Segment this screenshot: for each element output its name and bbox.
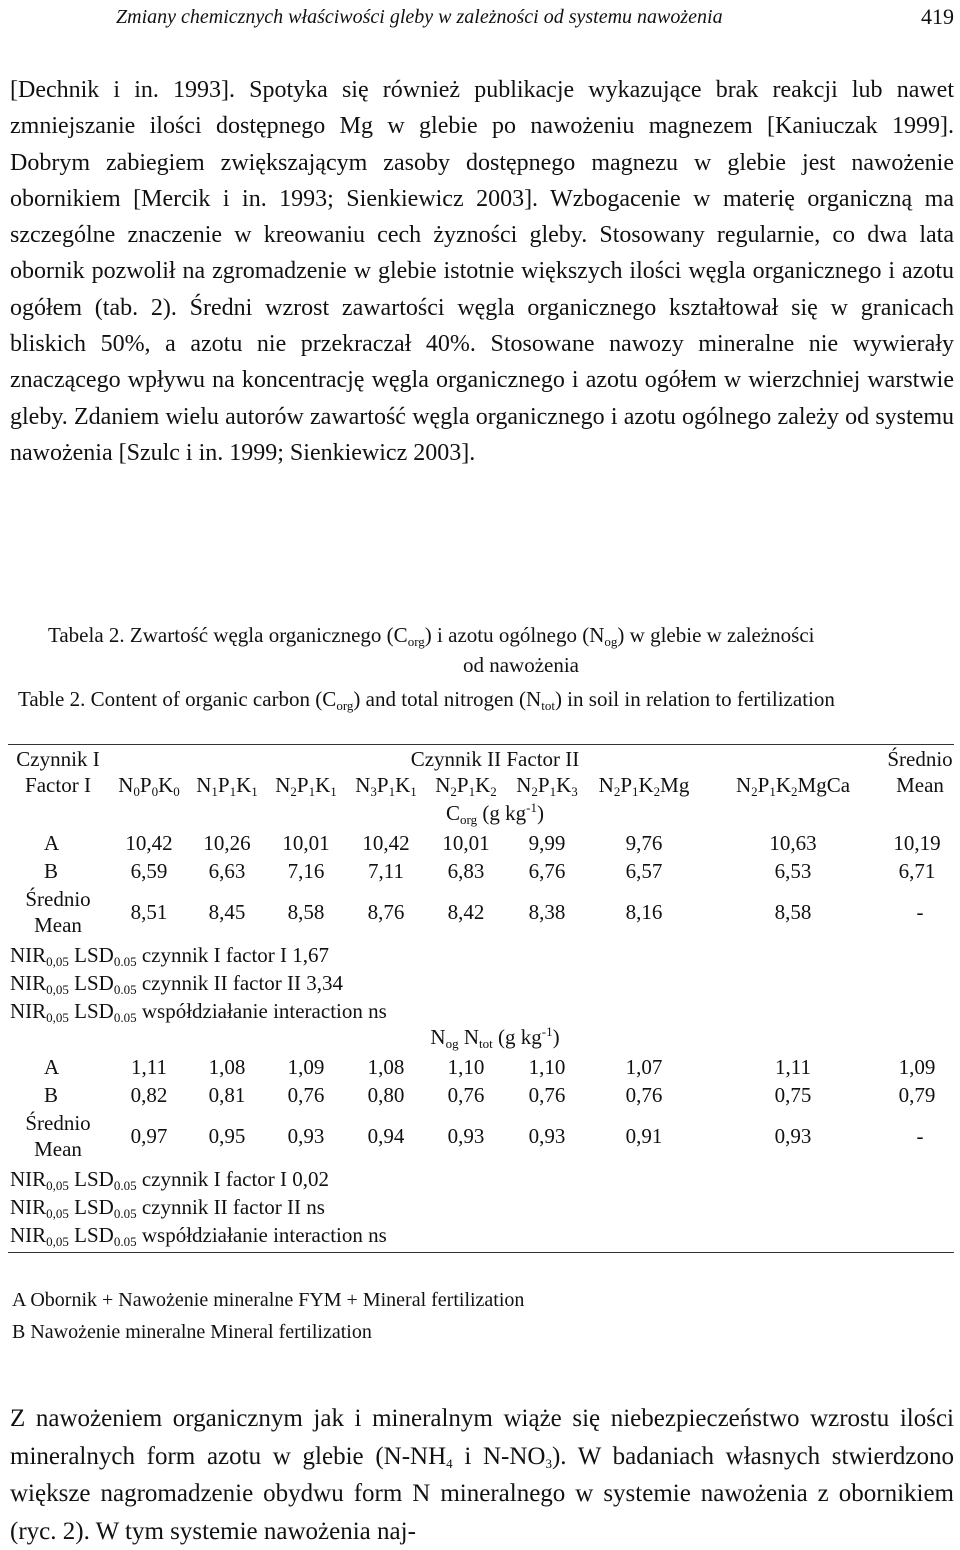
mean-row-cell: - [916,900,924,924]
mean-row-cell: 8,58 [287,900,325,924]
table-cell: 6,63 [208,859,246,883]
table-cell: 1,08 [367,1055,405,1079]
mean-row-cell: 0,95 [208,1124,246,1148]
mean-row-cell: 0,97 [130,1124,168,1148]
table-cell: 1,09 [287,1055,325,1079]
factor-1-header: Factor I [25,773,91,797]
mean-row-cell: 8,76 [367,900,405,924]
mean-row-label: Średnio [25,887,91,911]
factor-label: B [44,1083,59,1107]
table-cell: 0,81 [208,1083,246,1107]
table-rule [8,1252,954,1253]
treatment-column-header: $N_3P_1K_1$ [355,773,417,799]
mean-row-cell: 0,93 [528,1124,566,1148]
table-cell: 6,53 [774,859,812,883]
table-cell-mean: 1,09 [898,1055,936,1079]
table-cell: 1,07 [625,1055,663,1079]
table-cell: 10,63 [769,831,817,855]
table-caption-pl [10,620,954,680]
mean-row-cell: 8,58 [774,900,812,924]
table-cell: 6,57 [625,859,663,883]
table-cell: 1,10 [447,1055,485,1079]
mean-row-cell: 8,51 [130,900,168,924]
table-footnote: A Obornik + Nawożenie mineralne FYM + Mineral fertilization [12,1289,525,1311]
table-footnote: B Nawożenie mineralne Mineral fertilization [12,1321,372,1343]
treatment-column-header: $N_0P_0K_0$ [118,773,180,799]
unit-label: $N_{og}$ $N_{tot}$ (g $kg^{-1}$) [430,1024,560,1051]
running-head-title: Zmiany chemicznych właściwości gleby w zależności od systemu nawożenia [116,6,723,28]
mean-row-cell: 0,94 [367,1124,405,1148]
running-head [116,2,954,32]
mean-row-label: Mean [34,913,82,937]
table-rule [8,744,954,745]
mean-header: Średnio [887,747,953,771]
table-cell: 7,16 [287,859,325,883]
page-number: 419 [921,4,954,29]
mean-row-cell: 0,93 [774,1124,812,1148]
unit-label: $C_{org}$ (g $kg^{-1}$) [446,800,544,827]
lsd-line: $NIR_{0,05}$ $LSD_{0.05}$ czynnik II factor II 3,34 [10,971,344,997]
mean-row-cell: 8,42 [447,900,485,924]
caption-line-2: od nawożenia [462,653,580,677]
table-cell-mean: 10,19 [893,831,941,855]
treatment-column-header: $N_2P_1K_3$ [516,773,578,799]
factor-label: A [44,1055,60,1079]
lsd-line: $NIR_{0,05}$ $LSD_{0.05}$ współdziałanie interaction ns [10,999,387,1025]
table-cell: 6,83 [447,859,485,883]
treatment-column-header: $N_1P_1K_1$ [196,773,258,799]
caption-text: Content of organic carbon $(C_{org})$ and total nitrogen $(N_{tot})$ in soil in relation to fertilization [90,687,835,713]
table-cell: 1,11 [775,1055,811,1079]
table-cell: 0,76 [287,1083,325,1107]
mean-row-cell: 8,16 [625,900,663,924]
treatment-column-header: $N_2P_1K_2Mg$ [598,773,690,799]
table-cell: 0,75 [774,1083,812,1107]
table-caption-en [18,684,960,714]
table-cell-mean: 6,71 [898,859,936,883]
table-cell: 0,82 [130,1083,168,1107]
table-cell: 6,59 [130,859,168,883]
table-cell: 9,76 [625,831,663,855]
mean-row-cell: 8,45 [208,900,246,924]
table-cell: 0,76 [625,1083,663,1107]
factor-1-header: Czynnik I [16,747,100,771]
mean-row-cell: 0,93 [287,1124,325,1148]
lsd-line: $NIR_{0,05}$ $LSD_{0.05}$ czynnik I factor I 0,02 [10,1167,330,1193]
treatment-column-header: $N_2P_1K_1$ [275,773,337,799]
table-cell: 1,11 [131,1055,167,1079]
mean-row-label: Średnio [25,1111,91,1135]
table-cell: 9,99 [528,831,566,855]
table-cell: 1,08 [208,1055,246,1079]
body-paragraph: [Dechnik i in. 1993]. Spotyka się również publikacje wykazujące brak reakcji lub nawet zmniejszanie ilości dostępnego Mg w glebie po nawożeniu magnezem [Kaniuczak 1999]. Dobrym zabiegiem zwiększającym zasoby dostępnego magnezu w glebie jest nawożenie obornikiem [Mercik i in. 1993; Sienkiewicz 2003]. Wzbogacenie w materię organiczną ma szczególne znaczenie w kreowaniu cech żyzności gleby. Stosowany regularnie, co dwa lata obornik pozwolił na zgromadzenie w glebie istotnie większych ilości węgla organicznego i azotu ogółem (tab. 2). Średni wzrost zawartości węgla organicznego kształtował się w granicach bliskich 50%, a azotu nie przekraczał 40%. Stosowane nawozy mineralne nie wywierały znaczącego wpływu na koncentrację węgla organicznego i azotu ogółem w wierzchniej warstwie gleby. Zdaniem wielu autorów zawartość węgla organicznego i azotu ogólnego zależy od systemu nawożenia [Szulc i in. 1999; Sienkiewicz 2003]. [10,77,954,466]
lsd-line: $NIR_{0,05}$ $LSD_{0.05}$ czynnik I factor I 1,67 [10,943,330,969]
table-cell: 0,76 [528,1083,566,1107]
table-cell: 6,76 [528,859,566,883]
lsd-line: $NIR_{0,05}$ $LSD_{0.05}$ współdziałanie interaction ns [10,1223,387,1249]
mean-row-label: Mean [34,1137,82,1161]
caption-label: Table 2. [18,687,86,711]
mean-row-cell: - [916,1124,924,1148]
table-cell: 10,42 [362,831,410,855]
treatment-column-header: $N_2P_1K_2$ [435,773,497,799]
treatment-column-header: $N_2P_1K_2MgCa$ [735,773,851,799]
lsd-line: $NIR_{0,05}$ $LSD_{0.05}$ czynnik II factor II ns [10,1195,325,1221]
table-cell: 0,80 [367,1083,405,1107]
table-cell: 1,10 [528,1055,566,1079]
factor-label: A [44,831,60,855]
mean-row-cell: 0,91 [625,1124,663,1148]
table-cell: 7,11 [368,859,404,883]
factor-2-header: Czynnik II Factor II [410,747,580,771]
table-cell: 0,76 [447,1083,485,1107]
mean-row-cell: 8,38 [528,900,566,924]
caption-text: Zwartość węgla organicznego $(C_{org})$ i azotu ogólnego $(N_{og})$ w glebie w zależności [129,623,815,649]
table-cell: 10,01 [282,831,330,855]
table-cell-mean: 0,79 [898,1083,936,1107]
table-cell: 10,01 [442,831,490,855]
caption-label: Tabela 2. [48,623,125,647]
factor-label: B [44,859,59,883]
table-cell: 10,42 [125,831,173,855]
table-cell: 10,26 [203,831,251,855]
body-paragraph: Z nawożeniem organicznym jak i mineralnym wiąże się niebezpieczeństwo wzrostu ilości mineralnych form azotu w glebie ($N-NH_4$ i $N-NO_3$). W badaniach własnych stwierdzono większe nagromadzenie obydwu form N mineralnego w systemie nawożenia z obornikiem (ryc. 2). W tym systemie nawożenia naj- [10,1405,954,1545]
mean-row-cell: 0,93 [447,1124,485,1148]
mean-header: Mean [896,773,944,797]
